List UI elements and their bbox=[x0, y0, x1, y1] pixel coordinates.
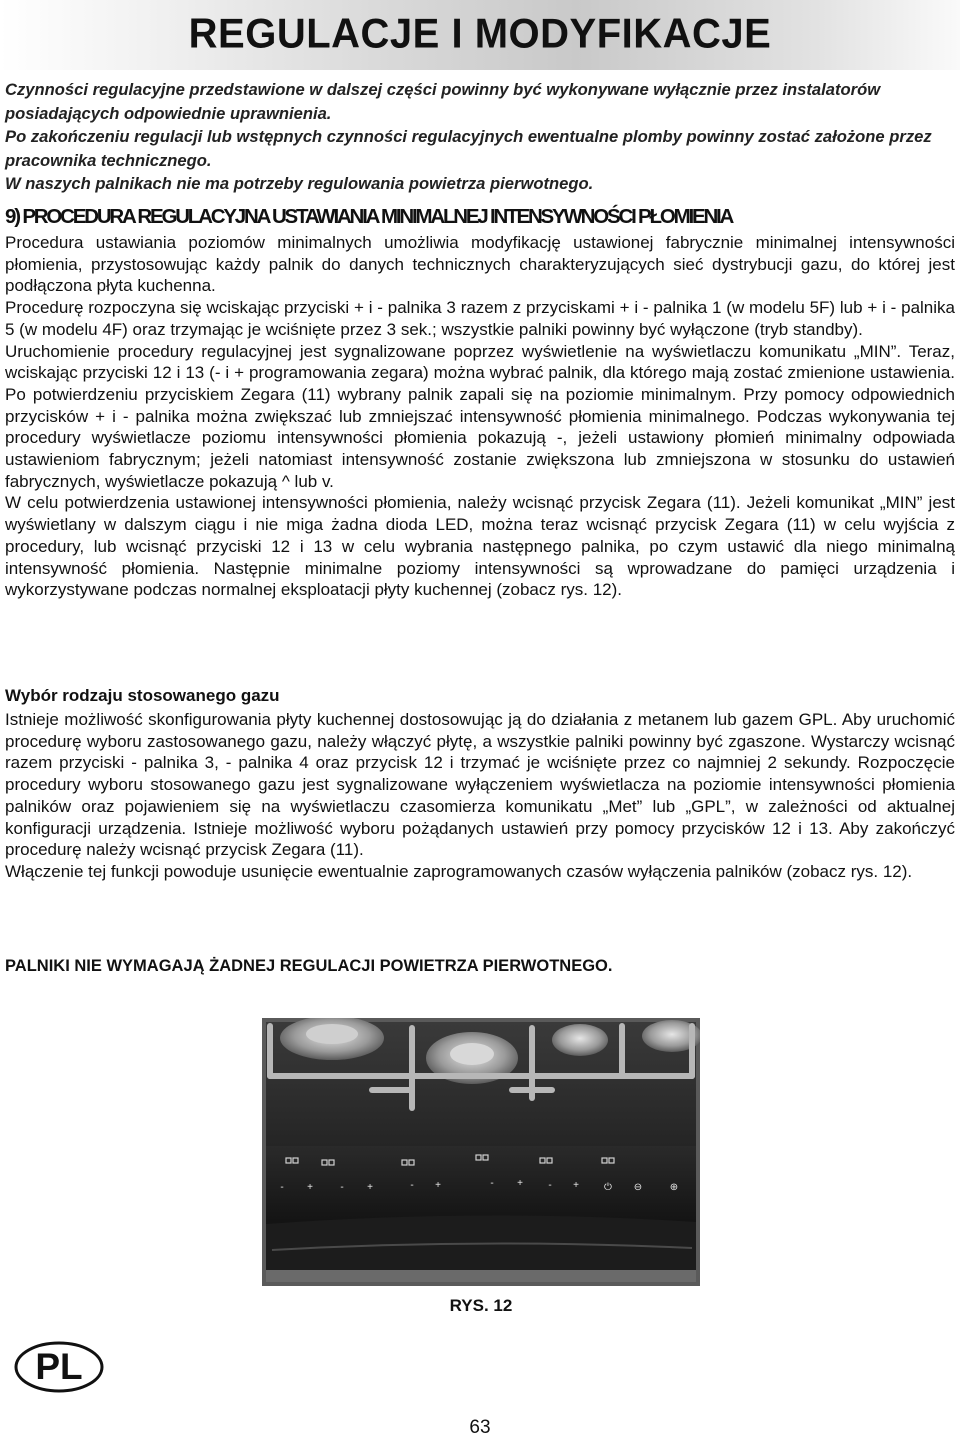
paragraph: Uruchomienie procedury regulacyjnej jest sygnalizowane poprzez wyświetlenie na wyświetlaczu komunikatu „MIN”. Teraz, wciskając przyciski 12 i 13 (- i + programowania zegara) można wybrać palnik, dla którego mają zostać zmienione ustawienia. Po potwierdzeniu przyciskiem Zegara (11) wybrany palnik zapali się na poziomie minimalnym. Przy pomocy odpowiednich przycisków + i - palnika można zwiększać lub zmniejszać intensywność płomienia minimalnego. Podczas wykonywania tej procedury wyświetlacze poziomu intensywności płomienia pokazują -, jeżeli ustawiony płomień minimalny odpowiada ustawieniom fabrycznym; jeżeli natomiast intensywność zostanie zwiększona lub zmniejszona w stosunku do ustawień fabrycznych, wyświetlacze pokazują ^ lub v. bbox=[5, 341, 955, 491]
intro-line: Po zakończeniu regulacji lub wstępnych czynności regulacyjnych ewentualne plomby powinny zostać założone przez pracownika technicznego. bbox=[5, 127, 932, 170]
paragraph: W celu potwierdzenia ustawionej intensywności płomienia, należy wcisnąć przycisk Zegara (11). Jeżeli komunikat „MIN” jest wyświetlany w dalszym ciągu i nie miga żadna dioda LED, można teraz wcisnąć przycisk Zegara (11) w celu wyjścia z procedury, lub wcisnąć przyciski 12 i 13 w celu wybrania następnego palnika, po czym ustawić dla niego minimalną intensywność płomienia. Następnie minimalne poziomy intensywności są wprowadzane do pamięci urządzenia i wykorzystywane podczas normalnej eksploatacji płyty kuchennej (zobacz rys. 12). bbox=[5, 493, 955, 600]
paragraph: Procedura ustawiania poziomów minimalnych umożliwia modyfikację ustawionej fabrycznie minimalnej intensywności płomienia, przystosowując każdy palnik do danych technicznych charakteryzujących sieć dystrybucji gazu, do której jest podłączona płyta kuchenna. bbox=[5, 233, 955, 296]
intro-line: Czynności regulacyjne przedstawione w dalszej części powinny być wykonywane wyłącznie przez instalatorów posiadających odpowiednie uprawnienia. bbox=[5, 80, 881, 123]
power-icon: ⏻ bbox=[604, 1182, 612, 1193]
primary-air-notice: PALNIKI NIE WYMAGAJĄ ŻADNEJ REGULACJI POWIETRZA PIERWOTNEGO. bbox=[5, 957, 613, 975]
timer-minus-icon: ⊖ bbox=[633, 1182, 643, 1193]
figure-caption: RYS. 12 bbox=[449, 1296, 513, 1315]
panel-button: + bbox=[517, 1178, 523, 1189]
paragraph: Istnieje możliwość skonfigurowania płyty kuchennej dostosowując ją do działania z metanem lub gazem GPL. Aby uruchomić procedurę wyboru zastosowanego gazu, należy włączyć płytę, a wszystkie palniki powinny być zgaszone. Wystarczy wcisnąć razem przyciski - palnika 3, - palnika 4 oraz przycisk 12 i trzymać je wciśnięte przez co najmniej 2 sekundy. Rozpoczęcie procedury wyboru stosowanego gazu jest sygnalizowane wyłączeniem wyświetlacza na poziomie intensywności płomienia palników oraz pojawieniem się na wyświetlaczu czasomierza komunikatu „Met” lub „GPL”, w zależności od aktualnej konfiguracji urządzenia. Istnieje możliwość wyboru pożądanych ustawień przy pomocy przycisków 12 i 13. Aby zakończyć procedurę należy wcisnąć przycisk Zegara (11). bbox=[5, 710, 955, 860]
hob-control-panel-photo bbox=[262, 1018, 700, 1286]
section-gas-type-body bbox=[5, 709, 955, 883]
paragraph: Włączenie tej funkcji powoduje usunięcie ewentualnie zaprogramowanych czasów wyłączenia palników (zobacz rys. 12). bbox=[5, 861, 913, 881]
page-title: REGULACJE I MODYFIKACJE bbox=[188, 10, 772, 58]
panel-button: - bbox=[410, 1180, 414, 1191]
section-heading-gas-type: Wybór rodzaju stosowanego gazu bbox=[5, 686, 280, 705]
panel-button: - bbox=[548, 1180, 552, 1191]
panel-button: - bbox=[340, 1182, 344, 1193]
intro-warning bbox=[5, 78, 955, 196]
panel-button: - bbox=[280, 1182, 284, 1193]
timer-plus-icon: ⊕ bbox=[669, 1182, 679, 1193]
language-code: PL bbox=[35, 1346, 83, 1387]
panel-button: - bbox=[490, 1178, 494, 1189]
panel-button: + bbox=[367, 1182, 373, 1193]
section-min-flame-body bbox=[5, 232, 955, 601]
panel-button: + bbox=[573, 1180, 579, 1191]
page-number: 63 bbox=[469, 1417, 491, 1438]
panel-button: + bbox=[435, 1180, 441, 1191]
intro-line: W naszych palnikach nie ma potrzeby regulowania powietrza pierwotnego. bbox=[5, 174, 594, 193]
panel-button: + bbox=[307, 1182, 313, 1193]
section-heading-min-flame: 9) PROCEDURA REGULACYJNA USTAWIANIA MINIMALNEJ INTENSYWNOŚCI PŁOMIENIA bbox=[5, 205, 733, 228]
burner bbox=[552, 1024, 608, 1056]
paragraph: Procedurę rozpoczyna się wciskając przyciski + i - palnika 3 razem z przyciskami + i - palnika 1 (w modelu 5F) lub + i - palnika 5 (w modelu 4F) oraz trzymając je wciśnięte przez 3 sek.; wszystkie palniki powinny być wyłączone (tryb standby). bbox=[5, 298, 955, 339]
